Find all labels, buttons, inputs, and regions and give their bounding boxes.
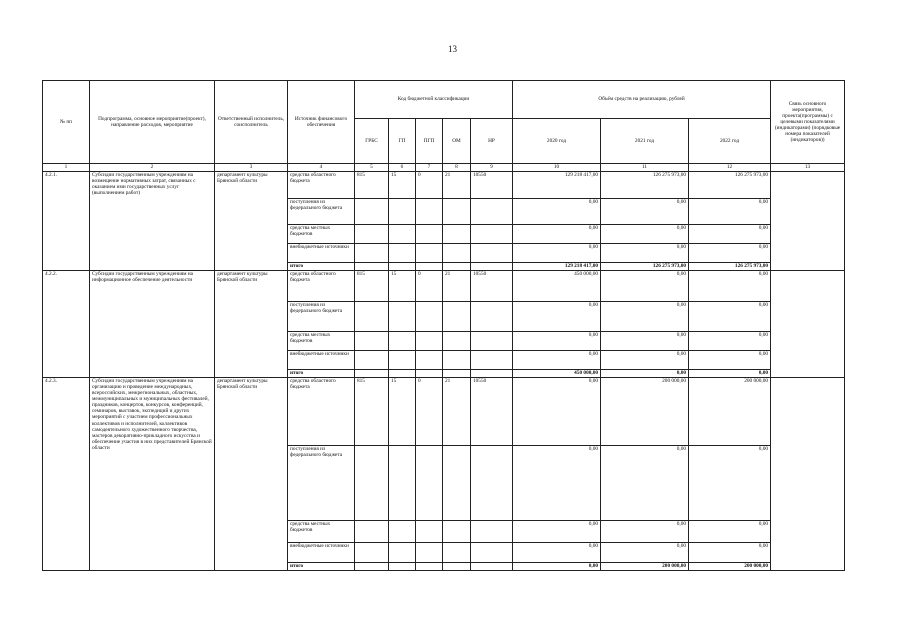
amount-2022: 0,00 <box>689 225 771 244</box>
total-2020: 0,00 <box>513 563 601 571</box>
executor: департамент культуры Брянской области <box>215 172 288 271</box>
column-number: 2 <box>90 164 215 172</box>
total-label: итого <box>288 563 355 571</box>
code-grbs <box>355 543 389 563</box>
header-gp: ГП <box>389 119 416 164</box>
code-gp <box>389 302 416 332</box>
total-2020: 129 218 417,00 <box>513 263 601 271</box>
amount-2020: 450 000,00 <box>513 271 601 302</box>
code-pgp <box>416 332 443 351</box>
amount-2022: 0,00 <box>689 446 771 521</box>
code-pgp <box>416 521 443 543</box>
code-gp <box>389 199 416 225</box>
column-numbers-row <box>43 164 845 172</box>
code-om <box>443 351 471 370</box>
amount-2021: 0,00 <box>601 332 689 351</box>
total-label: итого <box>288 263 355 271</box>
funding-source: внебюджетные источники <box>288 543 355 563</box>
column-number: 12 <box>689 164 771 172</box>
funding-source: средства областного бюджета <box>288 378 355 446</box>
indicator-link <box>771 271 845 378</box>
code-gp <box>389 225 416 244</box>
amount-2022: 0,00 <box>689 521 771 543</box>
code-gp <box>389 351 416 370</box>
amount-2020: 0,00 <box>513 521 601 543</box>
header-no: № пп <box>43 81 90 164</box>
amount-2020: 0,00 <box>513 446 601 521</box>
code-grbs <box>355 302 389 332</box>
header-y2020: 2020 год <box>513 119 601 164</box>
funding-source: поступления из федерального бюджета <box>288 302 355 332</box>
amount-2021: 0,00 <box>601 446 689 521</box>
table-row <box>43 378 845 446</box>
funding-source: поступления из федерального бюджета <box>288 199 355 225</box>
code-pgp <box>416 351 443 370</box>
code-grbs <box>355 446 389 521</box>
amount-2020: 0,00 <box>513 302 601 332</box>
column-number: 9 <box>471 164 513 172</box>
amount-2021: 0,00 <box>601 271 689 302</box>
code-empty <box>471 370 513 378</box>
amount-2021: 0,00 <box>601 302 689 332</box>
total-2021: 0,00 <box>601 370 689 378</box>
header-volume: Объём средств на реализацию, рублей <box>513 81 771 119</box>
header-grbs: ГРБС <box>355 119 389 164</box>
column-number: 10 <box>513 164 601 172</box>
column-number: 3 <box>215 164 288 172</box>
code-om <box>443 521 471 543</box>
code-grbs: 815 <box>355 378 389 446</box>
header-subprogram: Подпрограмма, основное мероприятие(проект), направление расходов, мероприятие <box>90 81 215 164</box>
code-gp <box>389 543 416 563</box>
code-om <box>443 446 471 521</box>
total-2021: 126 275 973,00 <box>601 263 689 271</box>
code-grbs <box>355 244 389 263</box>
code-empty <box>416 263 443 271</box>
code-om <box>443 225 471 244</box>
code-nr <box>471 351 513 370</box>
code-empty <box>355 563 389 571</box>
amount-2020: 129 218 417,00 <box>513 172 601 199</box>
code-om: 21 <box>443 172 471 199</box>
total-label: итого <box>288 370 355 378</box>
code-empty <box>416 370 443 378</box>
code-empty <box>389 370 416 378</box>
amount-2021: 0,00 <box>601 199 689 225</box>
indicator-link <box>771 378 845 571</box>
executor: департамент культуры Брянской области <box>215 271 288 378</box>
amount-2020: 0,00 <box>513 378 601 446</box>
table-body <box>43 172 845 571</box>
amount-2021: 0,00 <box>601 225 689 244</box>
code-pgp <box>416 244 443 263</box>
code-empty <box>355 263 389 271</box>
amount-2022: 0,00 <box>689 244 771 263</box>
amount-2022: 0,00 <box>689 332 771 351</box>
column-number: 8 <box>443 164 471 172</box>
code-om <box>443 332 471 351</box>
column-number: 4 <box>288 164 355 172</box>
amount-2021: 126 275 973,00 <box>601 172 689 199</box>
total-2020: 450 000,00 <box>513 370 601 378</box>
code-gp <box>389 446 416 521</box>
code-nr <box>471 225 513 244</box>
table-header <box>43 81 845 172</box>
code-om <box>443 199 471 225</box>
code-nr <box>471 332 513 351</box>
row-number: 4.2.2. <box>43 271 90 378</box>
column-number: 11 <box>601 164 689 172</box>
code-empty <box>355 370 389 378</box>
table-row <box>43 172 845 199</box>
code-pgp <box>416 302 443 332</box>
code-om: 21 <box>443 378 471 446</box>
code-om: 21 <box>443 271 471 302</box>
header-executor: Ответственный исполнитель, соисполнитель <box>215 81 288 164</box>
amount-2021: 200 000,00 <box>601 378 689 446</box>
page-number: 13 <box>448 44 457 54</box>
amount-2020: 0,00 <box>513 225 601 244</box>
budget-table <box>42 80 845 571</box>
code-nr <box>471 199 513 225</box>
header-budget-code: Код бюджетной классификации <box>355 81 513 119</box>
amount-2020: 0,00 <box>513 199 601 225</box>
header-y2022: 2022 год <box>689 119 771 164</box>
code-pgp <box>416 446 443 521</box>
funding-source: внебюджетные источники <box>288 244 355 263</box>
column-number: 5 <box>355 164 389 172</box>
amount-2020: 0,00 <box>513 332 601 351</box>
total-2022: 200 000,00 <box>689 563 771 571</box>
amount-2022: 0,00 <box>689 271 771 302</box>
header-nr: НР <box>471 119 513 164</box>
code-nr <box>471 521 513 543</box>
column-number: 7 <box>416 164 443 172</box>
code-grbs <box>355 521 389 543</box>
code-gp: 15 <box>389 378 416 446</box>
activity-name: Субсидии государственным учреждениям на возмещение нормативных затрат, связанных с оказанием ими государственных услуг (выполнением работ) <box>90 172 215 271</box>
amount-2022: 0,00 <box>689 543 771 563</box>
code-nr: 10550 <box>471 172 513 199</box>
amount-2020: 0,00 <box>513 244 601 263</box>
code-empty <box>389 563 416 571</box>
code-gp: 15 <box>389 172 416 199</box>
code-grbs: 815 <box>355 172 389 199</box>
code-pgp: 0 <box>416 378 443 446</box>
header-pgp: ПГП <box>416 119 443 164</box>
amount-2022: 200 000,00 <box>689 378 771 446</box>
column-number: 1 <box>43 164 90 172</box>
total-2021: 200 000,00 <box>601 563 689 571</box>
funding-source: внебюджетные источники <box>288 351 355 370</box>
code-pgp <box>416 225 443 244</box>
code-om <box>443 302 471 332</box>
code-om <box>443 543 471 563</box>
code-grbs <box>355 225 389 244</box>
code-nr <box>471 543 513 563</box>
header-link: Связь основного мероприятия, проекта(программы) с целевыми показателями (индикаторами) (порядковые номера показателей (индикаторов)) <box>771 81 845 164</box>
code-gp: 15 <box>389 271 416 302</box>
code-nr: 10550 <box>471 378 513 446</box>
funding-source: средства областного бюджета <box>288 172 355 199</box>
code-gp <box>389 244 416 263</box>
funding-source: средства местных бюджетов <box>288 225 355 244</box>
code-empty <box>471 563 513 571</box>
table-row <box>43 271 845 302</box>
code-pgp: 0 <box>416 271 443 302</box>
code-nr <box>471 302 513 332</box>
code-grbs <box>355 332 389 351</box>
code-empty <box>443 370 471 378</box>
row-number: 4.2.1. <box>43 172 90 271</box>
funding-source: средства местных бюджетов <box>288 521 355 543</box>
amount-2022: 0,00 <box>689 351 771 370</box>
activity-name: Субсидии государственным учреждениям на информационное обеспечение деятельности <box>90 271 215 378</box>
code-gp <box>389 332 416 351</box>
indicator-link <box>771 172 845 271</box>
code-nr: 10550 <box>471 271 513 302</box>
amount-2021: 0,00 <box>601 543 689 563</box>
code-grbs <box>355 351 389 370</box>
activity-name: Субсидии государственным учреждениям на организацию и проведение международных, всероссийских, межрегиональных, областных, межмуниципальных и муниципальных фестивалей, праздников, концертов, конкурсов, конференций, семинаров, выставок, экспедиций и других мероприятий с участием профессиональных коллективов и исполнителей, коллективов самодеятельного художественного творчества, мастеров декоративно-прикладного искусства и обеспечение участия в них представителей Брянской области <box>90 378 215 571</box>
code-gp <box>389 521 416 543</box>
executor: департамент культуры Брянской области <box>215 378 288 571</box>
amount-2022: 126 275 973,00 <box>689 172 771 199</box>
row-number: 4.2.3. <box>43 378 90 571</box>
amount-2021: 0,00 <box>601 244 689 263</box>
amount-2021: 0,00 <box>601 521 689 543</box>
total-2022: 0,00 <box>689 370 771 378</box>
header-source: Источник финансового обеспечения <box>288 81 355 164</box>
amount-2021: 0,00 <box>601 351 689 370</box>
code-empty <box>443 563 471 571</box>
header-y2021: 2021 год <box>601 119 689 164</box>
code-om <box>443 244 471 263</box>
code-grbs: 815 <box>355 271 389 302</box>
column-number: 6 <box>389 164 416 172</box>
amount-2020: 0,00 <box>513 543 601 563</box>
amount-2020: 0,00 <box>513 351 601 370</box>
amount-2022: 0,00 <box>689 199 771 225</box>
header-om: ОМ <box>443 119 471 164</box>
funding-source: средства местных бюджетов <box>288 332 355 351</box>
code-empty <box>443 263 471 271</box>
funding-source: средства областного бюджета <box>288 271 355 302</box>
code-grbs <box>355 199 389 225</box>
amount-2022: 0,00 <box>689 302 771 332</box>
code-nr <box>471 244 513 263</box>
column-number: 13 <box>771 164 845 172</box>
code-pgp: 0 <box>416 172 443 199</box>
code-empty <box>389 263 416 271</box>
code-empty <box>471 263 513 271</box>
code-nr <box>471 446 513 521</box>
funding-source: поступления из федерального бюджета <box>288 446 355 521</box>
code-pgp <box>416 199 443 225</box>
code-empty <box>416 563 443 571</box>
code-pgp <box>416 543 443 563</box>
total-2022: 126 275 973,00 <box>689 263 771 271</box>
